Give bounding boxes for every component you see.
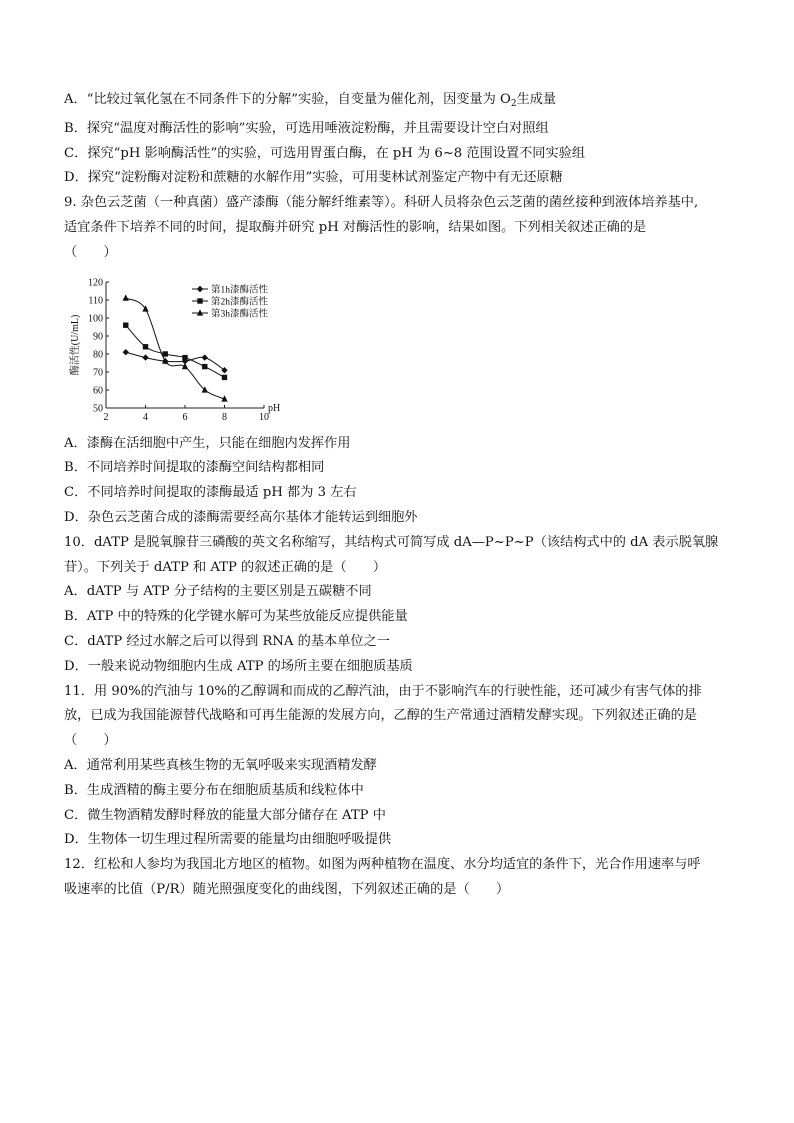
data-point-series-2 bbox=[123, 322, 128, 327]
q12-stem-line1: 12．红松和人参均为我国北方地区的植物。如图为两种植物在温度、水分均适宜的条件下，光合作用速率与呼 bbox=[64, 857, 701, 873]
q11-option-d: D．生物体一切生理过程所需要的能量均由细胞呼吸提供 bbox=[64, 832, 392, 848]
q10-option-d: D．一般来说动物细胞内生成 ATP 的场所主要在细胞质基质 bbox=[64, 658, 413, 674]
data-point-series-2 bbox=[222, 374, 227, 379]
data-point-series-1 bbox=[142, 354, 148, 360]
x-tick-label: 2 bbox=[103, 411, 109, 423]
q9-answer-paren: （ ） bbox=[64, 244, 117, 260]
data-point-series-3 bbox=[123, 294, 129, 300]
y-tick-label: 100 bbox=[88, 313, 103, 325]
y-axis-label: 酶活性(U/mL) bbox=[70, 314, 81, 375]
q10-option-c: C．dATP 经过水解之后可以得到 RNA 的基本单位之一 bbox=[64, 633, 390, 649]
y-tick-label: 90 bbox=[93, 331, 103, 343]
q10-option-a: A．dATP 与 ATP 分子结构的主要区别是五碳糖不同 bbox=[64, 584, 372, 600]
x-tick-label: 10 bbox=[259, 411, 269, 423]
series-line-1 bbox=[126, 352, 225, 370]
q11-stem-line2: 放，已成为我国能源替代战略和可再生能源的发展方向，乙醇的生产常通过酒精发酵实现。下列叙述正确的是 bbox=[64, 708, 697, 724]
q11-option-a: A．通常利用某些真核生物的无氧呼吸来实现酒精发酵 bbox=[64, 757, 377, 773]
y-tick-label: 120 bbox=[88, 277, 103, 289]
data-point-series-2 bbox=[143, 344, 148, 349]
q9-option-a: A．漆酶在活细胞中产生，只能在细胞内发挥作用 bbox=[64, 435, 351, 451]
exam-page bbox=[64, 88, 734, 903]
q9-option-d: D．杂色云芝菌合成的漆酶需要经高尔基体才能转运到细胞外 bbox=[64, 509, 418, 525]
x-axis-label: pH bbox=[268, 402, 281, 414]
y-tick-label: 60 bbox=[93, 385, 103, 397]
q10-option-b: B．ATP 中的特殊的化学键水解可为某些放能反应提供能量 bbox=[64, 609, 408, 625]
q11-option-c: C．微生物酒精发酵时释放的能量大部分储存在 ATP 中 bbox=[64, 807, 386, 823]
legend-marker bbox=[197, 309, 203, 315]
q11-answer-paren: （ ） bbox=[64, 733, 117, 749]
y-tick-label: 80 bbox=[93, 349, 103, 361]
q8-option-b: B．探究“温度对酶活性的影响”实验，可选用唾液淀粉酶，并且需要设计空白对照组 bbox=[64, 120, 549, 136]
legend-label: 第3h漆酶活性 bbox=[211, 309, 269, 320]
data-point-series-2 bbox=[182, 354, 187, 359]
x-tick-label: 4 bbox=[143, 411, 148, 423]
x-tick-label: 8 bbox=[222, 411, 227, 423]
q8-option-a: A．“比较过氧化氢在不同条件下的分解”实验，自变量为催化剂，因变量为 $O_2$生成量 bbox=[64, 92, 557, 109]
chart-svg bbox=[64, 274, 294, 426]
data-point-series-1 bbox=[202, 354, 208, 360]
q11-option-b: B．生成酒精的酶主要分布在细胞质基质和线粒体中 bbox=[64, 782, 364, 798]
y-tick-label: 70 bbox=[93, 367, 103, 379]
y-tick-label: 50 bbox=[93, 403, 103, 415]
data-point-series-1 bbox=[123, 349, 129, 355]
q12-stem-line2: 吸速率的比值（P/R）随光照强度变化的曲线图，下列叙述正确的是（ ） bbox=[64, 881, 510, 897]
x-tick-label: 6 bbox=[182, 411, 188, 423]
legend-label: 第1h漆酶活性 bbox=[211, 285, 269, 296]
series-line-3 bbox=[126, 298, 225, 399]
legend-label: 第2h漆酶活性 bbox=[211, 297, 269, 308]
data-point-series-2 bbox=[163, 351, 168, 356]
data-point-series-2 bbox=[202, 363, 207, 368]
legend-marker bbox=[197, 298, 202, 303]
q11-stem-line1: 11．用 90%的汽油与 10%的乙醇调和而成的乙醇汽油，由于不影响汽车的行驶性能，还可减少有害气体的排 bbox=[64, 683, 702, 699]
q10-stem-line1: 10．dATP 是脱氧腺苷三磷酸的英文名称缩写，其结构式可简写成 dA—P~P~P（该结构式中的 dA 表示脱氧腺 bbox=[64, 534, 719, 550]
q10-stem-line2: 苷）。下列关于 dATP 和 ATP 的叙述正确的是（ ） bbox=[64, 559, 387, 575]
enzyme-activity-chart bbox=[64, 274, 294, 426]
y-tick-label: 110 bbox=[88, 295, 103, 307]
q9-stem-line1: 9. 杂色云芝菌（一种真菌）盛产漆酶（能分解纤维素等）。科研人员将杂色云芝菌的菌丝接种到液体培养基中, bbox=[64, 195, 699, 211]
q9-option-b: B．不同培养时间提取的漆酶空间结构都相同 bbox=[64, 460, 325, 476]
q8-option-c: C．探究“pH 影响酶活性”的实验，可选用胃蛋白酶，在 pH 为 6~8 范围设置不同实验组 bbox=[64, 145, 586, 161]
series-line-2 bbox=[126, 325, 225, 377]
legend-marker bbox=[197, 285, 203, 291]
q8-option-d: D．探究“淀粉酶对淀粉和蔗糖的水解作用”实验，可用斐林试剂鉴定产物中有无还原糖 bbox=[64, 170, 563, 186]
q9-stem-line2: 适宜条件下培养不同的时间，提取酶并研究 pH 对酶活性的影响，结果如图。下列相关叙述正确的是 bbox=[64, 219, 647, 235]
q9-option-c: C．不同培养时间提取的漆酶最适 pH 都为 3 左右 bbox=[64, 485, 357, 501]
